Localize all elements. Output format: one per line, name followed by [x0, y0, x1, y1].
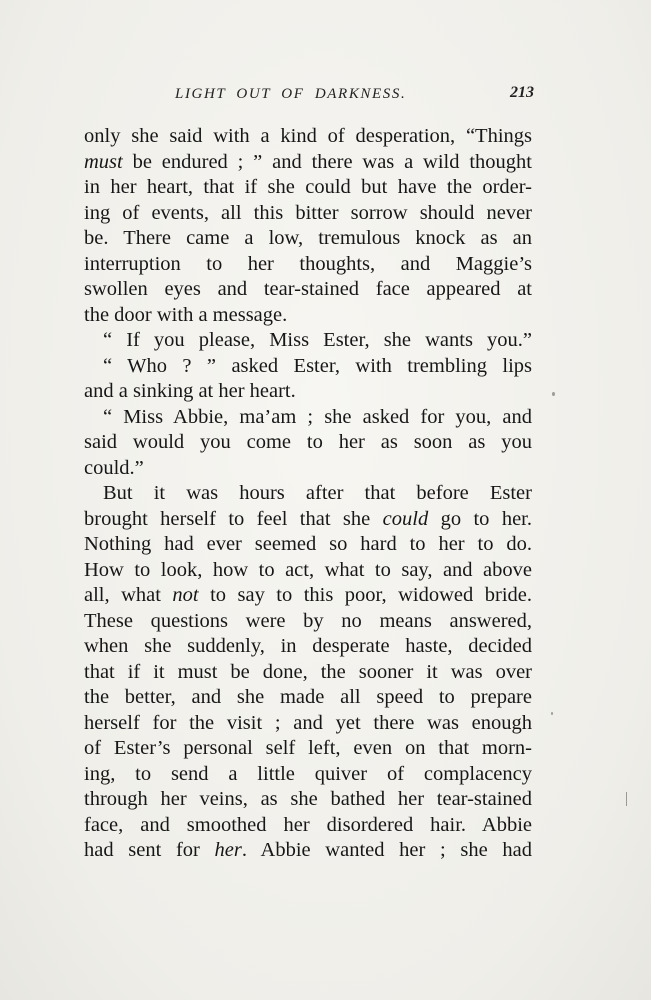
text-line: But it was hours after that before Ester [103, 482, 532, 504]
text-line: had sent for her. Abbie wanted her ; she had [84, 839, 532, 861]
body-text [84, 124, 532, 864]
text-line: Nothing had ever seemed so hard to her to do. [84, 533, 532, 555]
text-line: the door with a message. [84, 303, 288, 326]
text-line: could.” [84, 456, 144, 479]
text-line: when she suddenly, in desperate haste, decided [84, 635, 532, 657]
text-line: the better, and she made all speed to prepare [84, 686, 532, 708]
page-number: 213 [510, 84, 534, 101]
text-line: brought herself to feel that she could go to her. [84, 507, 533, 530]
text-line: said would you come to her as soon as you [84, 431, 532, 453]
text-line: face, and smoothed her disordered hair. Abbie [84, 813, 532, 836]
text-line: “ Who ? ” asked Ester, with trembling lips [103, 354, 532, 377]
text-line: be. There came a low, tremulous knock as an [84, 227, 532, 249]
paper-speck [552, 392, 555, 396]
text-line: must be endured ; ” and there was a wild thought [84, 150, 532, 173]
text-line: ing of events, all this bitter sorrow should never [84, 201, 532, 224]
text-line: swollen eyes and tear-stained face appeared at [84, 278, 532, 300]
text-line: in her heart, that if she could but have the order- [84, 176, 532, 198]
text-line: These questions were by no means answered, [84, 609, 532, 632]
text-line: that if it must be done, the sooner it was over [84, 660, 532, 683]
text-line: herself for the visit ; and yet there was enough [84, 711, 532, 734]
text-line: through her veins, as she bathed her tear-stained [84, 788, 532, 810]
text-line: “ Miss Abbie, ma’am ; she asked for you, and [103, 405, 532, 428]
text-line: interruption to her thoughts, and Maggie’s [84, 252, 532, 275]
text-line: ing, to send a little quiver of complacency [84, 762, 532, 785]
text-line: and a sinking at her heart. [84, 380, 296, 402]
paper-speck [626, 792, 627, 806]
running-title: LIGHT OUT OF DARKNESS. [175, 86, 407, 102]
text-line: “ If you please, Miss Ester, she wants you.” [103, 329, 532, 351]
text-line: only she said with a kind of desperation, “Things [84, 125, 532, 147]
text-line: all, what not to say to this poor, widowed bride. [84, 584, 532, 606]
text-line: of Ester’s personal self left, even on that morn- [84, 737, 532, 759]
text-line: How to look, how to act, what to say, and above [84, 558, 532, 581]
paper-speck [551, 712, 553, 715]
